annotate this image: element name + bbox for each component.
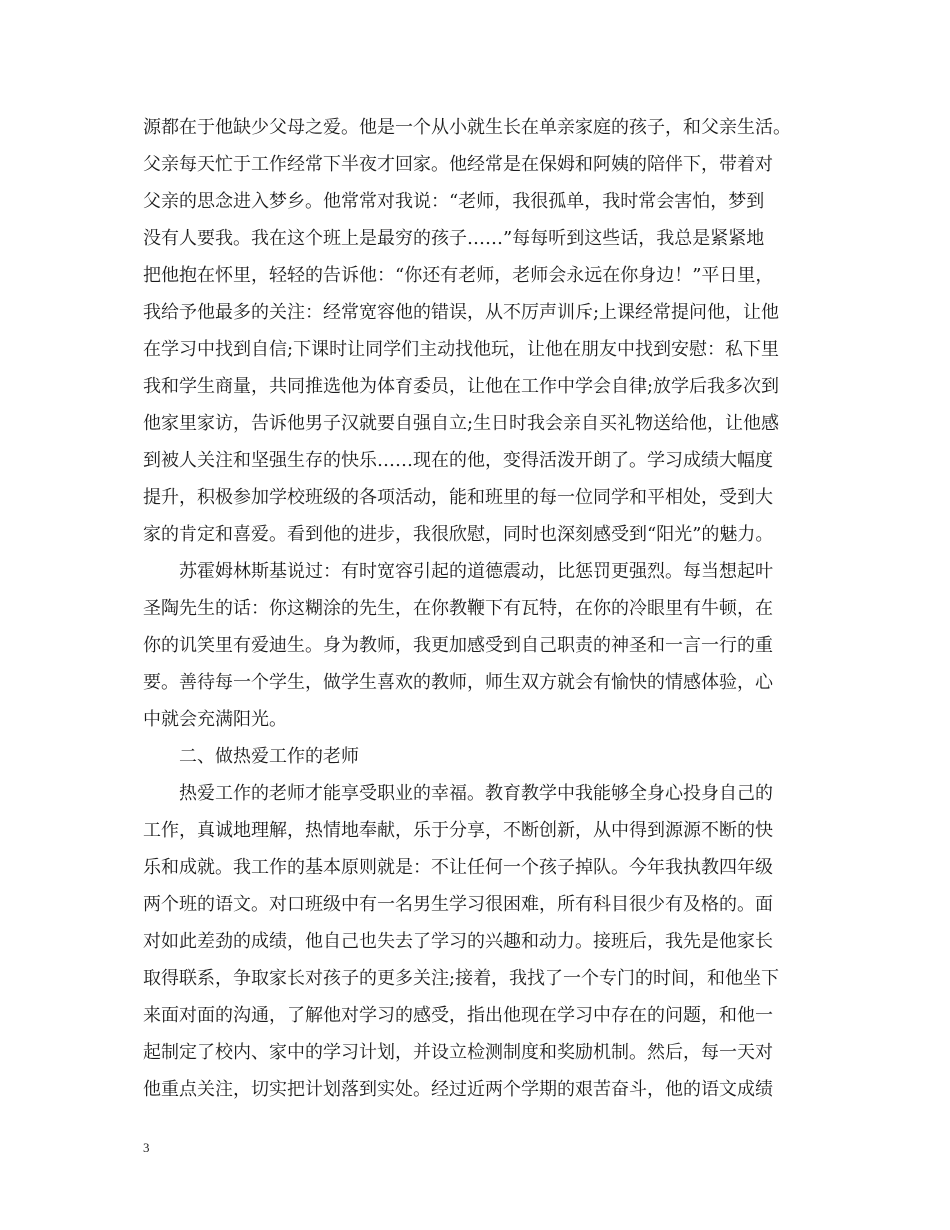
body-text-line: 要。善待每一个学生，做学生喜欢的教师，师生双方就会有愉快的情感体验，心 [143, 672, 773, 693]
body-text-line: 圣陶先生的话：你这糊涂的先生，在你教鞭下有瓦特，在你的冷眼里有牛顿，在 [143, 598, 773, 619]
body-text-line: 在学习中找到自信;下课时让同学们主动找他玩，让他在朋友中找到安慰：私下里 [143, 339, 780, 360]
body-text-line: 源都在于他缺少父母之爱。他是一个从小就生长在单亲家庭的孩子，和父亲生活。 [143, 117, 791, 138]
body-text-line: 我和学生商量，共同推选他为体育委员，让他在工作中学会自律;放学后我多次到 [143, 376, 780, 397]
paragraph-first-line: 苏霍姆林斯基说过：有时宽容引起的道德震动，比惩罚更强烈。每当想起叶 [179, 561, 773, 582]
body-text-line: 中就会充满阳光。 [143, 709, 287, 730]
body-text-line: 你的讥笑里有爱迪生。身为教师，我更加感受到自己职责的神圣和一言一行的重 [143, 635, 773, 656]
body-text-line: 对如此差劲的成绩，他自己也失去了学习的兴趣和动力。接班后，我先是他家长 [143, 931, 773, 952]
body-text-line: 他家里家访，告诉他男子汉就要自强自立;生日时我会亲自买礼物送给他，让他感 [143, 413, 780, 434]
body-text-line: 提升，积极参加学校班级的各项活动，能和班里的每一位同学和平相处，受到大 [143, 487, 773, 508]
body-text-line: 两个班的语文。对口班级中有一名男生学习很困难，所有科目很少有及格的。面 [143, 894, 773, 915]
paragraph-first-line: 热爱工作的老师才能享受职业的幸福。教育教学中我能够全身心投身自己的 [179, 783, 773, 804]
page-number: 3 [143, 1140, 150, 1155]
body-text-line: 工作，真诚地理解，热情地奉献，乐于分享，不断创新，从中得到源源不断的快 [143, 820, 773, 841]
body-text-line: 来面对面的沟通，了解他对学习的感受，指出他现在学习中存在的问题，和他一 [143, 1005, 773, 1026]
section-heading: 二、做热爱工作的老师 [179, 746, 359, 767]
body-text-line: 到被人关注和坚强生存的快乐……现在的他，变得活泼开朗了。学习成绩大幅度 [143, 450, 773, 471]
body-text-line: 乐和成就。我工作的基本原则就是：不让任何一个孩子掉队。今年我执教四年级 [143, 857, 773, 878]
body-text-line: 家的肯定和喜爱。看到他的进步，我很欣慰，同时也深刻感受到“阳光”的魅力。 [143, 524, 774, 545]
body-text-line: 没有人要我。我在这个班上是最穷的孩子……”每每听到这些话，我总是紧紧地 [143, 228, 765, 249]
body-text-line: 把他抱在怀里，轻轻的告诉他：“你还有老师，老师会永远在你身边！”平日里， [143, 265, 774, 286]
body-text-line: 他重点关注，切实把计划落到实处。经过近两个学期的艰苦奋斗，他的语文成绩 [143, 1079, 773, 1100]
body-text-line: 父亲的思念进入梦乡。他常常对我说：“老师，我很孤单，我时常会害怕，梦到 [143, 191, 765, 212]
body-text-line: 我给予他最多的关注：经常宽容他的错误，从不厉声训斥;上课经常提问他，让他 [143, 302, 780, 323]
body-text-line: 起制定了校内、家中的学习计划，并设立检测制度和奖励机制。然后，每一天对 [143, 1042, 773, 1063]
body-text-line: 父亲每天忙于工作经常下半夜才回家。他经常是在保姆和阿姨的陪伴下，带着对 [143, 154, 773, 175]
body-text-line: 取得联系，争取家长对孩子的更多关注;接着，我找了一个专门的时间，和他坐下 [143, 968, 780, 989]
